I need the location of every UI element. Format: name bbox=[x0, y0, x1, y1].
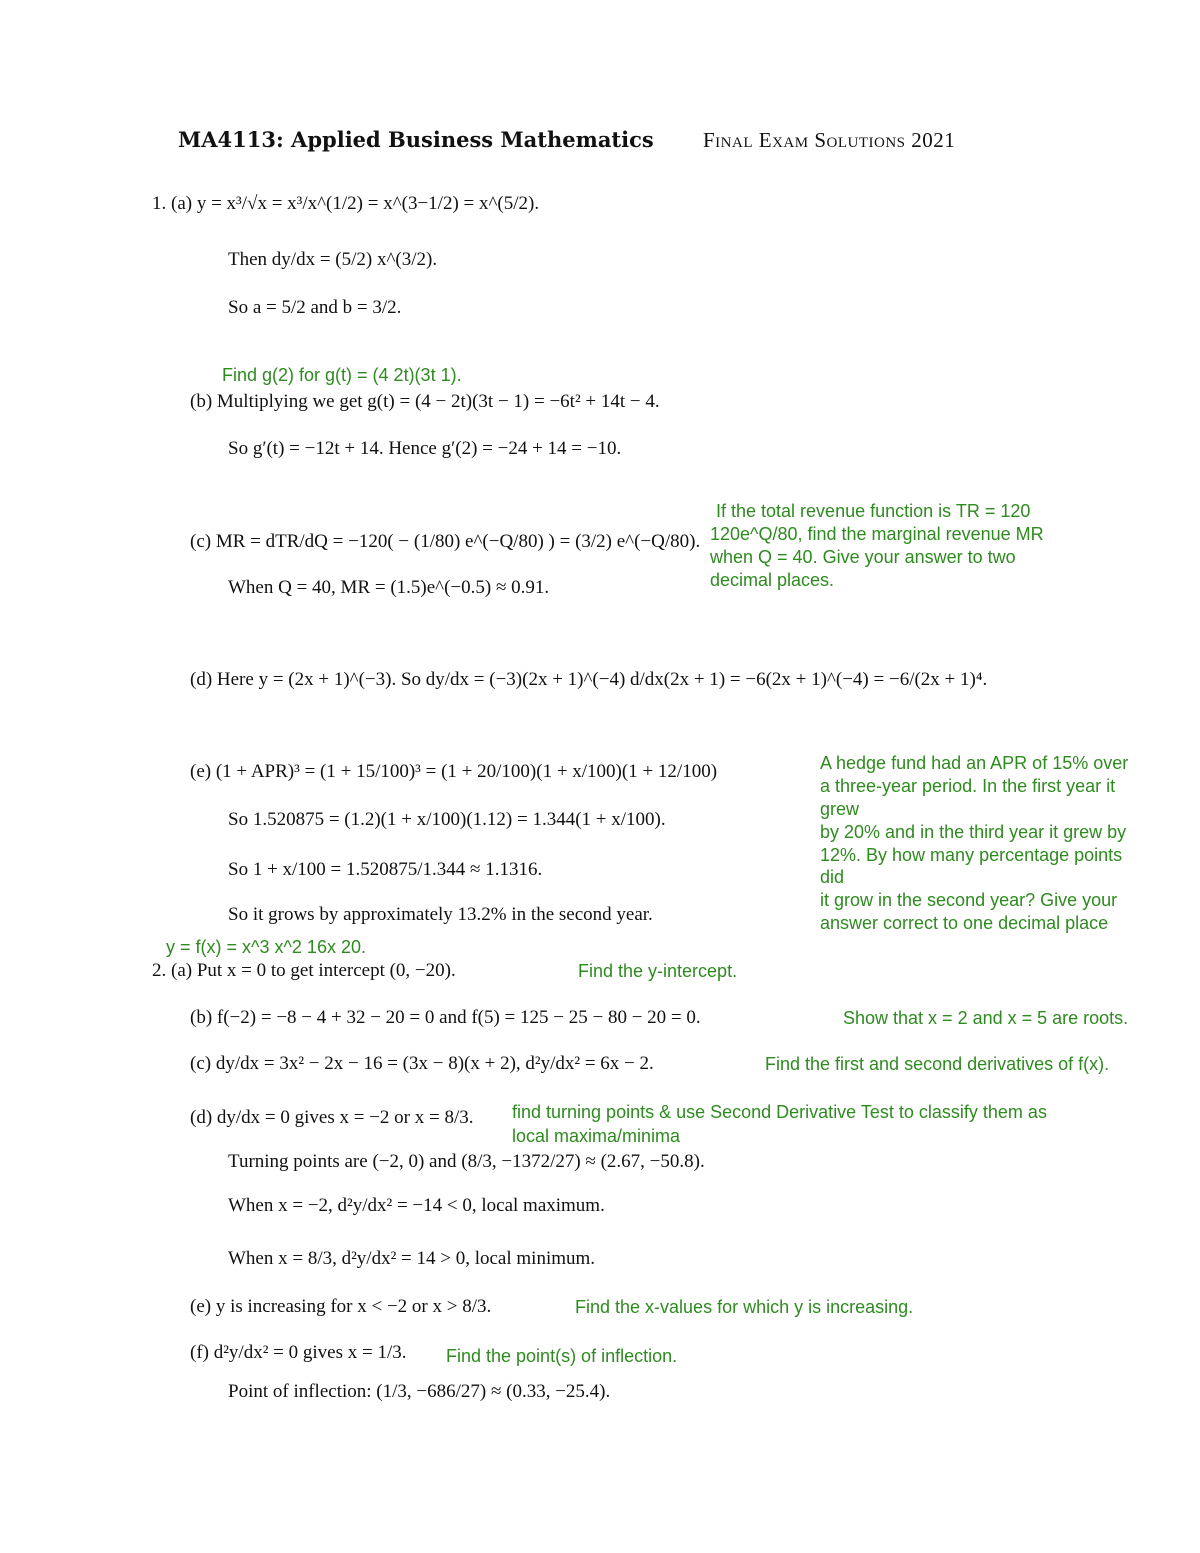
q1e-note-8: answer correct to one decimal place bbox=[820, 913, 1109, 933]
q2b-line: (b) f(−2) = −8 − 4 + 32 − 20 = 0 and f(5) = 125 − 25 − 80 − 20 = 0. bbox=[190, 1007, 701, 1028]
q1c-line-1: (c) MR = dTR/dQ = −120( − (1/80) e^(−Q/80) ) = (3/2) e^(−Q/80). bbox=[190, 531, 701, 552]
q1b-line-2: So g′(t) = −12t + 14. Hence g′(2) = −24 + 14 = −10. bbox=[228, 438, 622, 459]
q1c-note-1: If the total revenue function is TR = 120 bbox=[716, 501, 1031, 521]
course-title: MA4113: Applied Business Mathematics bbox=[178, 127, 654, 152]
q1e-note-6: did bbox=[820, 867, 845, 887]
q2f-line-1: (f) d²y/dx² = 0 gives x = 1/3. bbox=[190, 1342, 407, 1363]
q1e-note-4: by 20% and in the third year it grew by bbox=[820, 822, 1127, 842]
q1e-note-2: a three-year period. In the first year it bbox=[820, 776, 1116, 796]
q2b-note: Show that x = 2 and x = 5 are roots. bbox=[843, 1008, 1129, 1028]
q2f-note: Find the point(s) of inflection. bbox=[446, 1346, 678, 1366]
q1e-line-1: (e) (1 + APR)³ = (1 + 15/100)³ = (1 + 20/100)(1 + x/100)(1 + 12/100) bbox=[190, 761, 718, 782]
q1e-line-3: So 1 + x/100 = 1.520875/1.344 ≈ 1.1316. bbox=[228, 859, 543, 880]
q2d-line-4: When x = 8/3, d²y/dx² = 14 > 0, local minimum. bbox=[228, 1248, 596, 1269]
q1c-note-4: decimal places. bbox=[710, 570, 835, 590]
q2d-note-1: find turning points & use Second Derivative Test to classify them as bbox=[512, 1102, 1047, 1122]
q2-intro-note: y = f(x) = x^3 x^2 16x 20. bbox=[166, 937, 366, 957]
q2a-line: 2. (a) Put x = 0 to get intercept (0, −20). bbox=[152, 960, 456, 981]
q1e-line-4: So it grows by approximately 13.2% in the second year. bbox=[228, 904, 653, 925]
q1c-line-2: When Q = 40, MR = (1.5)e^(−0.5) ≈ 0.91. bbox=[228, 577, 550, 598]
q2a-note: Find the y-intercept. bbox=[578, 961, 738, 981]
q1e-note-7: it grow in the second year? Give your bbox=[820, 890, 1118, 910]
q1c-note-2: 120e^Q/80, find the marginal revenue MR bbox=[710, 524, 1044, 544]
q1a-line-2: Then dy/dx = (5/2) x^(3/2). bbox=[228, 249, 438, 270]
exam-title: Final Exam Solutions 2021 bbox=[703, 128, 956, 152]
q1a-line-3: So a = 5/2 and b = 3/2. bbox=[228, 297, 402, 318]
q1c-note-3: when Q = 40. Give your answer to two bbox=[710, 547, 1016, 567]
q2d-line-3: When x = −2, d²y/dx² = −14 < 0, local maximum. bbox=[228, 1195, 605, 1216]
q1b-line-1: (b) Multiplying we get g(t) = (4 − 2t)(3t − 1) = −6t² + 14t − 4. bbox=[190, 391, 660, 412]
q2d-line-2: Turning points are (−2, 0) and (8/3, −1372/27) ≈ (2.67, −50.8). bbox=[228, 1151, 705, 1172]
q1e-note-1: A hedge fund had an APR of 15% over bbox=[820, 753, 1129, 773]
q1a-line-1: 1. (a) y = x³/√x = x³/x^(1/2) = x^(3−1/2) = x^(5/2). bbox=[152, 193, 540, 214]
q2d-line-1: (d) dy/dx = 0 gives x = −2 or x = 8/3. bbox=[190, 1107, 474, 1128]
q2e-line: (e) y is increasing for x < −2 or x > 8/3. bbox=[190, 1296, 492, 1317]
q1e-line-2: So 1.520875 = (1.2)(1 + x/100)(1.12) = 1.344(1 + x/100). bbox=[228, 809, 666, 830]
q1d-line-1: (d) Here y = (2x + 1)^(−3). So dy/dx = (−3)(2x + 1)^(−4) d/dx(2x + 1) = −6(2x + 1)^(−4) = −6/(2x + 1)⁴. bbox=[190, 669, 988, 690]
q1b-note: Find g(2) for g(t) = (4 2t)(3t 1). bbox=[222, 365, 462, 385]
q2c-line: (c) dy/dx = 3x² − 2x − 16 = (3x − 8)(x + 2), d²y/dx² = 6x − 2. bbox=[190, 1053, 654, 1074]
q2f-line-2: Point of inflection: (1/3, −686/27) ≈ (0.33, −25.4). bbox=[228, 1381, 611, 1402]
q1e-note-3: grew bbox=[820, 799, 860, 819]
q2d-note-2: local maxima/minima bbox=[512, 1126, 681, 1146]
q1e-note-5: 12%. By how many percentage points bbox=[820, 845, 1123, 865]
q2c-note: Find the first and second derivatives of f(x). bbox=[765, 1054, 1110, 1074]
q2e-note: Find the x-values for which y is increasing. bbox=[575, 1297, 914, 1317]
